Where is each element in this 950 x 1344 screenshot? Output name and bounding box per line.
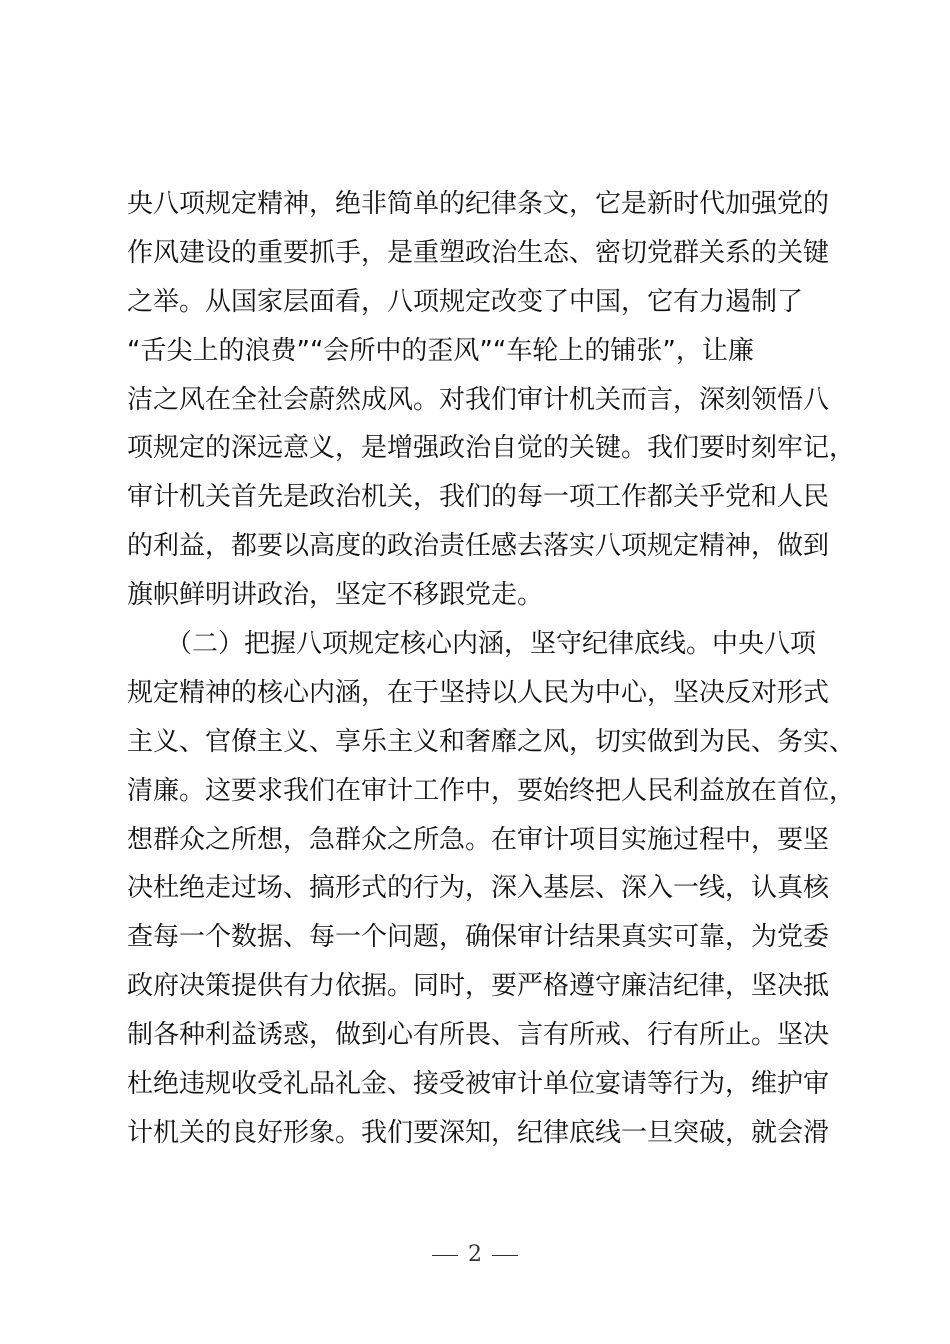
text-line: 审计机关首先是政治机关，我们的每一项工作都关乎党和人民 [127,482,830,513]
text-line: “舌尖上的浪费”“会所中的歪风”“车轮上的铺张”，让廉 [127,335,754,366]
text-line: 计机关的良好形象。我们要深知，纪律底线一旦突破，就会滑 [127,1117,830,1148]
text-line: 洁之风在全社会蔚然成风。对我们审计机关而言，深刻领悟八 [127,384,830,415]
text-line: 想群众之所想，急群众之所急。在审计项目实施过程中，要坚 [127,824,830,855]
text-line: 作风建设的重要抓手，是重塑政治生态、密切党群关系的关键 [127,237,830,268]
text-line: 清廉。这要求我们在审计工作中，要始终把人民利益放在首位， [127,775,856,806]
body-text [127,180,856,1158]
text-line: 规定精神的核心内涵，在于坚持以人民为中心，坚决反对形式 [127,677,830,708]
text-line: 主义、官僚主义、享乐主义和奢靡之风，切实做到为民、务实、 [127,726,856,757]
text-line: 决杜绝走过场、搞形式的行为，深入基层、深入一线，认真核 [127,873,830,904]
text-line: 旗帜鲜明讲政治，坚定不移跟党走。 [127,580,544,611]
footer-dash-right [492,1255,518,1256]
text-line: 杜绝违规收受礼品礼金、接受被审计单位宴请等行为，维护审 [127,1069,830,1100]
section-heading-line: （二）把握八项规定核心内涵，坚守纪律底线。中央八项 [127,629,817,660]
text-line: 央八项规定精神，绝非简单的纪律条文，它是新时代加强党的 [127,189,830,219]
text-line: 查每一个数据、每一个问题，确保审计结果真实可靠，为党委 [127,922,830,953]
footer-dash-left [432,1255,458,1256]
text-line: 项规定的深远意义，是增强政治自觉的关键。我们要时刻牢记， [127,433,856,464]
text-line: 的利益，都要以高度的政治责任感去落实八项规定精神，做到 [127,531,830,562]
page-number: 2 [468,1242,482,1267]
text-line: 之举。从国家层面看，八项规定改变了中国，它有力遏制了 [127,286,804,317]
text-line: 制各种利益诱惑，做到心有所畏、言有所戒、行有所止。坚决 [127,1020,830,1051]
page-footer [0,1240,950,1270]
text-line: 政府决策提供有力依据。同时，要严格遵守廉洁纪律，坚决抵 [127,971,830,1002]
